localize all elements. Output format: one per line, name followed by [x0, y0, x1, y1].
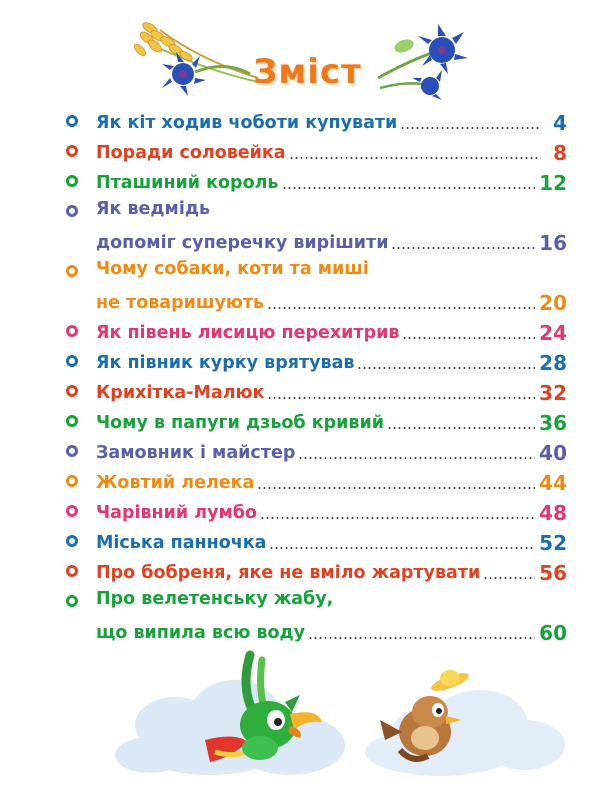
toc-entry-title: допоміг суперечку вирішити	[96, 233, 389, 253]
dot-leader	[267, 397, 535, 399]
bullet-icon	[66, 565, 78, 577]
page-number: 52	[539, 531, 567, 555]
page-number: 32	[539, 381, 567, 405]
dot-leader	[308, 637, 535, 639]
dot-leader	[483, 577, 535, 579]
bullet-icon	[66, 175, 78, 187]
toc-entry-title-line: Чому собаки, коти та миші	[96, 259, 369, 279]
page-number: 16	[539, 231, 567, 255]
toc-entry[interactable]	[0, 316, 615, 346]
toc-entry-line	[96, 436, 567, 466]
bullet-icon	[66, 115, 78, 127]
bullet-icon	[66, 145, 78, 157]
toc-entry[interactable]	[0, 526, 615, 556]
bullet-icon	[66, 205, 78, 217]
toc-entry-title-line: Як ведмідь	[96, 199, 211, 219]
toc-entry-continuation[interactable]	[0, 226, 615, 256]
dot-leader	[400, 127, 541, 129]
toc-entry-title: Замовник і майстер	[96, 443, 296, 463]
toc-entry-line	[96, 316, 567, 346]
toc-entry-title: Міська панночка	[96, 533, 267, 553]
bottom-illustration	[0, 640, 615, 785]
page-number: 36	[539, 411, 567, 435]
dot-leader	[267, 307, 535, 309]
toc-entry-title: Крихітка-Малюк	[96, 383, 265, 403]
toc-entry-title: не товаришують	[96, 293, 265, 313]
toc-entry-continuation[interactable]	[0, 286, 615, 316]
dot-leader	[282, 187, 536, 189]
dot-leader	[260, 517, 535, 519]
bullet-icon	[66, 325, 78, 337]
toc-entry-title: Як півень лисицю перехитрив	[96, 323, 400, 343]
page-number: 48	[539, 501, 567, 525]
toc-entry-title: Жовтий лелека	[96, 473, 255, 493]
dot-leader	[357, 367, 535, 369]
bullet-icon	[66, 445, 78, 457]
toc-entry[interactable]	[0, 496, 615, 526]
toc-entry[interactable]	[0, 136, 615, 166]
toc-entry-line	[96, 166, 567, 196]
bullet-icon	[66, 505, 78, 517]
page-number: 28	[539, 351, 567, 375]
toc-entry-line	[96, 526, 567, 556]
page-number: 4	[553, 111, 567, 135]
toc-entry[interactable]	[0, 376, 615, 406]
page-number: 20	[539, 291, 567, 315]
toc-entry[interactable]	[0, 346, 615, 376]
toc-entry[interactable]	[0, 436, 615, 466]
toc-entry-line	[96, 376, 567, 406]
toc-entry[interactable]	[0, 406, 615, 436]
bullet-icon	[66, 355, 78, 367]
toc-entry-title: Як півник курку врятував	[96, 353, 355, 373]
page-number: 60	[539, 621, 567, 645]
cloud-icon	[115, 680, 345, 775]
toc-entry-title: Про бобреня, яке не вміло жартувати	[96, 563, 481, 583]
toc-entry-title: Як кіт ходив чоботи купувати	[96, 113, 398, 133]
toc-entry-line	[96, 466, 567, 496]
dot-leader	[269, 547, 535, 549]
bullet-icon	[66, 265, 78, 277]
toc-entry-line	[96, 136, 567, 166]
toc-entry[interactable]	[0, 556, 615, 586]
toc-entry-line	[96, 406, 567, 436]
toc-entry[interactable]	[0, 256, 615, 286]
toc-entry[interactable]	[0, 166, 615, 196]
toc-entry[interactable]	[0, 106, 615, 136]
toc-entry[interactable]	[0, 466, 615, 496]
toc-entry[interactable]	[0, 196, 615, 226]
toc-entry-line	[96, 106, 567, 136]
dot-leader	[298, 457, 535, 459]
toc-entry-line	[96, 496, 567, 526]
toc-entry-line	[96, 346, 567, 376]
toc-entry-title: Чому в папуги дзьоб кривий	[96, 413, 384, 433]
toc-entry-title: Пташиний король	[96, 173, 279, 193]
page-number: 56	[539, 561, 567, 585]
dot-leader	[391, 247, 535, 249]
bullet-icon	[66, 595, 78, 607]
page-title: Зміст	[253, 52, 362, 92]
bullet-icon	[66, 475, 78, 487]
dot-leader	[387, 427, 535, 429]
dot-leader	[402, 337, 535, 339]
toc-entry-line	[96, 556, 567, 586]
bullet-icon	[66, 415, 78, 427]
page-number: 24	[539, 321, 567, 345]
toc-entry-line	[96, 286, 567, 316]
toc-entry-title: Поради соловейка	[96, 143, 286, 163]
dot-leader	[289, 157, 541, 159]
bullet-icon	[66, 535, 78, 547]
toc-entry-title-line: Про велетенську жабу,	[96, 589, 334, 609]
toc-entry-title: Чарівний лумбо	[96, 503, 258, 523]
toc-entry-title: що випила всю воду	[96, 623, 306, 643]
bullet-icon	[66, 385, 78, 397]
dot-leader	[257, 487, 535, 489]
toc-entry[interactable]	[0, 586, 615, 616]
header	[0, 0, 615, 110]
page-number: 40	[539, 441, 567, 465]
page-number: 8	[553, 141, 567, 165]
page-number: 12	[539, 171, 567, 195]
page-number: 44	[539, 471, 567, 495]
toc-entry-line	[96, 226, 567, 256]
